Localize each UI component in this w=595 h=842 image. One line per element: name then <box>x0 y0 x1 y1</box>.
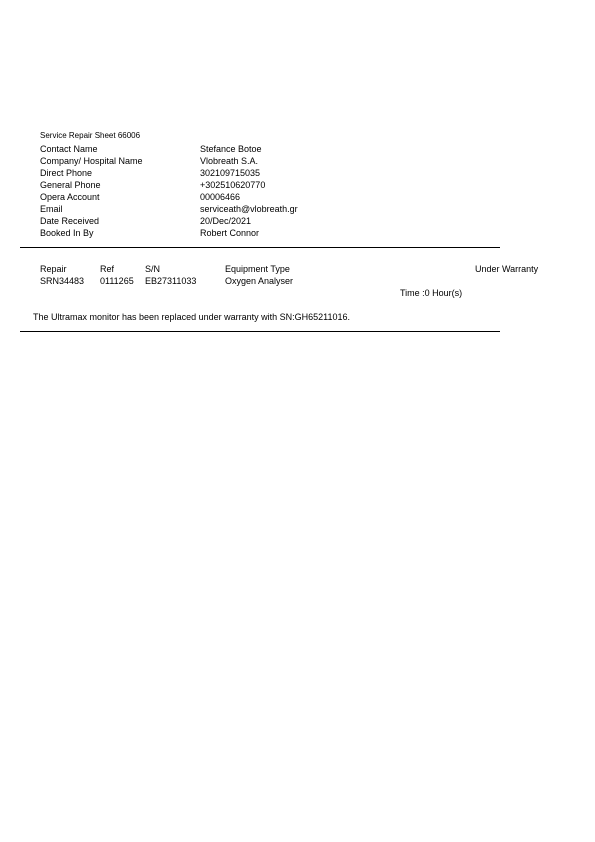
header-repair: Repair <box>40 264 67 274</box>
sheet-title: Service Repair Sheet 66006 <box>40 131 141 140</box>
cell-serial-number: EB27311033 <box>145 276 197 286</box>
cell-equipment-type: Oxygen Analyser <box>225 276 294 286</box>
section-divider-top <box>20 247 500 248</box>
info-row-email <box>40 203 360 215</box>
info-value: +302510620770 <box>200 180 266 190</box>
info-row-booked-in-by <box>40 227 360 239</box>
info-label: Date Received <box>40 216 100 226</box>
info-row-direct-phone <box>40 167 360 179</box>
repair-note: The Ultramax monitor has been replaced under warranty with SN:GH65211016. <box>33 312 350 322</box>
info-value: Stefance Botoe <box>200 144 262 154</box>
info-label: Email <box>40 204 63 214</box>
info-value: Robert Connor <box>200 228 260 238</box>
section-divider-bottom <box>20 331 500 332</box>
header-under-warranty: Under Warranty <box>475 264 539 274</box>
info-label: Company/ Hospital Name <box>40 156 143 166</box>
header-serial-number: S/N <box>145 264 161 274</box>
contact-info-block <box>40 143 360 239</box>
repair-time: Time :0 Hour(s) <box>400 288 463 298</box>
info-row-contact-name <box>40 143 360 155</box>
header-equipment-type: Equipment Type <box>225 264 290 274</box>
info-label: General Phone <box>40 180 101 190</box>
info-value: 20/Dec/2021 <box>200 216 252 226</box>
info-row-opera-account <box>40 191 360 203</box>
cell-ref: 0111265 <box>100 276 134 286</box>
info-label: Booked In By <box>40 228 94 238</box>
info-value: serviceath@vlobreath.gr <box>200 204 298 214</box>
info-label: Opera Account <box>40 192 100 202</box>
header-ref: Ref <box>100 264 115 274</box>
cell-repair: SRN34483 <box>40 276 85 286</box>
info-row-company <box>40 155 360 167</box>
info-value: 302109715035 <box>200 168 261 178</box>
info-row-general-phone <box>40 179 360 191</box>
info-value: Vlobreath S.A. <box>200 156 259 166</box>
info-value: 00006466 <box>200 192 241 202</box>
info-row-date-received <box>40 215 360 227</box>
info-label: Contact Name <box>40 144 98 154</box>
info-label: Direct Phone <box>40 168 93 178</box>
